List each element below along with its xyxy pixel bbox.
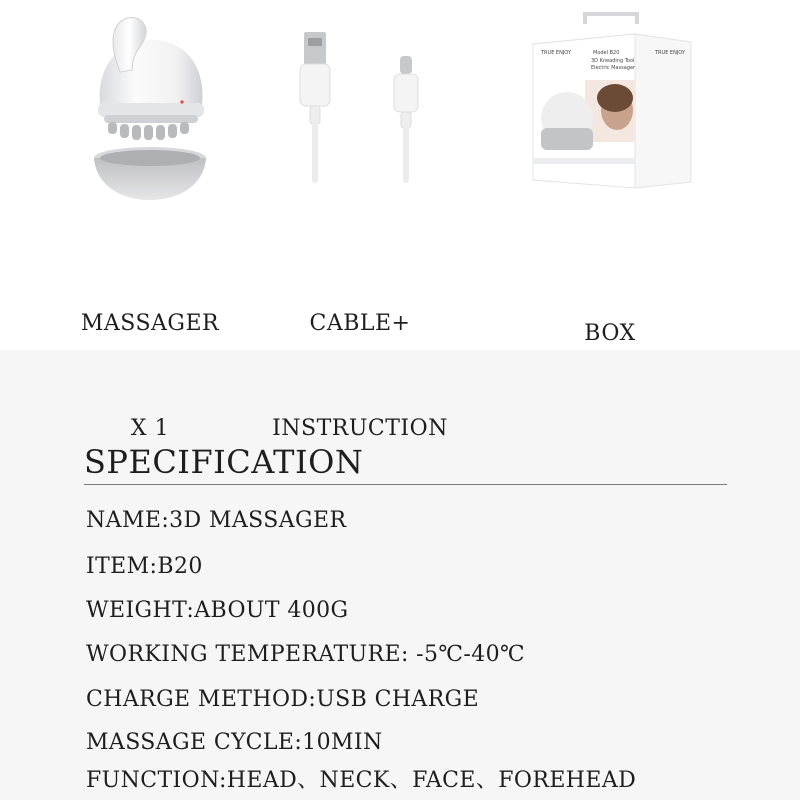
spec-label: NAME: xyxy=(86,508,170,533)
spec-row-working-temperature xyxy=(86,640,525,670)
box-side-brand: TRUE ENJOY xyxy=(655,50,686,56)
spec-row-massage-cycle xyxy=(86,728,383,758)
spec-value: ABOUT 400G xyxy=(194,598,349,623)
spec-value: -5℃-40℃ xyxy=(408,642,526,667)
caption-massager-line2: X 1 xyxy=(130,416,170,441)
caption-massager-line1: MASSAGER xyxy=(80,311,220,336)
spec-value: B20 xyxy=(157,554,203,579)
spec-label: ITEM: xyxy=(86,554,158,579)
box-model: Model B20 xyxy=(593,50,620,56)
usb-cable-image xyxy=(280,30,440,190)
caption-box xyxy=(560,246,660,386)
spec-label: WORKING TEMPERATURE: xyxy=(86,642,409,667)
specification-title: SPECIFICATION xyxy=(84,443,364,481)
spec-label: WEIGHT: xyxy=(86,598,195,623)
spec-value: 10MIN xyxy=(302,730,383,755)
spec-row-name xyxy=(86,506,346,536)
box-product-line1: 3D Kneading Tool xyxy=(591,58,635,64)
indicator-light xyxy=(180,100,183,103)
spec-value: USB CHARGE xyxy=(316,687,480,712)
massager-image xyxy=(80,10,220,205)
box-brand: TRUE ENJOY xyxy=(541,50,572,56)
caption-box-line1: BOX xyxy=(584,321,636,346)
caption-cable-line1: CABLE+ xyxy=(309,311,411,336)
spec-row-charge-method xyxy=(86,685,479,715)
retail-box-image xyxy=(525,10,695,195)
spec-row-function xyxy=(86,766,636,796)
spec-label: MASSAGE CYCLE: xyxy=(86,730,303,755)
caption-cable-line2: INSTRUCTION xyxy=(272,416,448,441)
spec-label: CHARGE METHOD: xyxy=(86,687,317,712)
spec-row-weight xyxy=(86,596,349,626)
spec-value: HEAD、NECK、FACE、FOREHEAD xyxy=(226,768,637,793)
spec-value: 3D MASSAGER xyxy=(169,508,347,533)
title-divider xyxy=(84,484,727,485)
box-product-line2: Electric Massager xyxy=(591,65,636,71)
spec-label: FUNCTION: xyxy=(86,768,227,793)
spec-row-item xyxy=(86,552,203,582)
